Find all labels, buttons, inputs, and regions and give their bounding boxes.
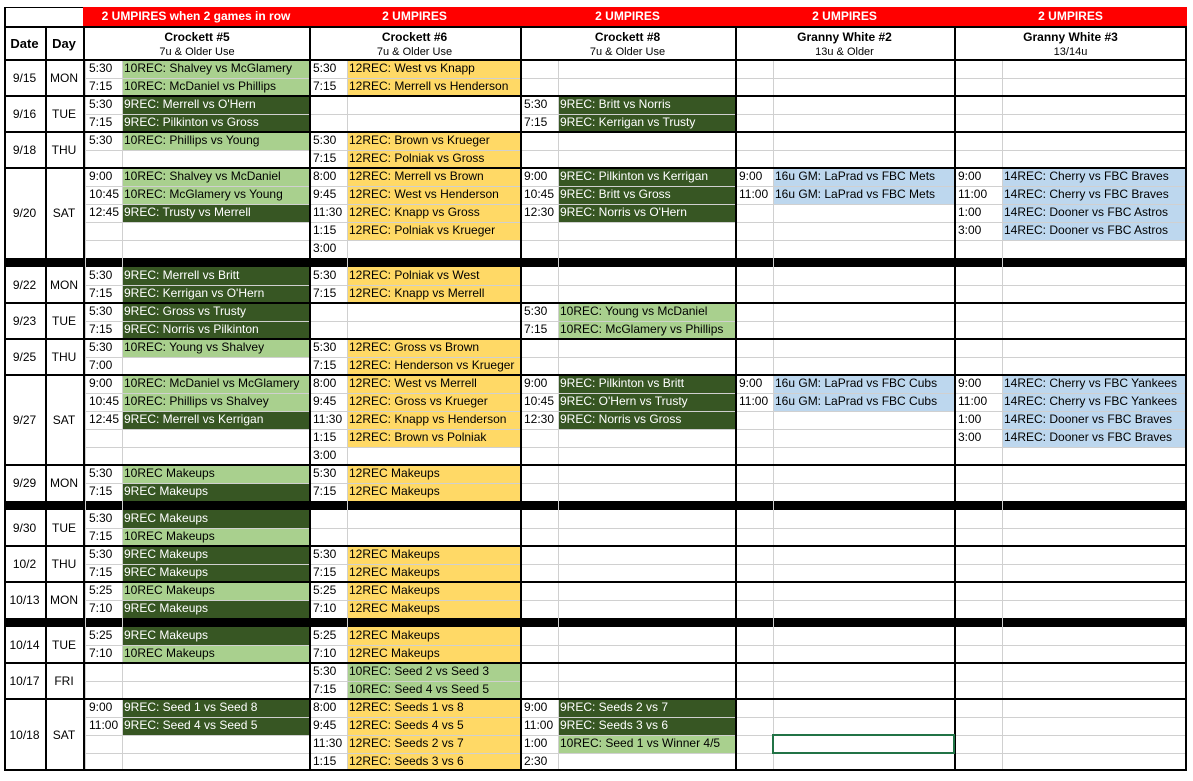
game-cell-crockett5[interactable]: 10REC Makeups — [122, 465, 309, 483]
field-name: Crockett #6 — [381, 30, 448, 44]
game-cell-crockett8[interactable]: 10REC: Seed 1 vs Winner 4/5 — [558, 735, 735, 753]
column-border — [83, 28, 85, 771]
time-cell-granny3[interactable]: 1:00 — [958, 412, 982, 426]
time-cell-crockett8[interactable]: 10:45 — [524, 394, 555, 408]
row-gridline — [85, 186, 1187, 187]
time-cell-crockett5[interactable]: 7:15 — [89, 484, 113, 498]
game-cell-crockett6[interactable]: 12REC: Knapp vs Henderson — [347, 411, 520, 429]
time-cell-crockett6[interactable]: 7:10 — [313, 646, 337, 660]
game-cell-crockett6[interactable]: 12REC: Merrell vs Henderson — [347, 78, 520, 96]
game-cell-crockett5[interactable]: 10REC: McDaniel vs Phillips — [122, 78, 309, 96]
time-cell-crockett8[interactable]: 1:00 — [524, 736, 548, 750]
game-cell-crockett6[interactable]: 12REC Makeups — [347, 546, 520, 564]
time-cell-granny2[interactable]: 11:00 — [739, 394, 769, 408]
time-cell-crockett6[interactable]: 5:30 — [313, 61, 337, 75]
time-cell-crockett6[interactable]: 9:45 — [313, 187, 337, 201]
game-cell-crockett6[interactable]: 12REC: West vs Henderson — [347, 186, 520, 204]
game-cell-crockett5[interactable]: 9REC Makeups — [122, 627, 309, 645]
game-cell-crockett5[interactable]: 9REC: Norris vs Pilkinton — [122, 321, 309, 339]
time-cell-crockett5[interactable]: 5:25 — [89, 628, 113, 642]
time-cell-crockett6[interactable]: 5:30 — [313, 268, 337, 282]
column-border — [4, 7, 6, 28]
row-gridline — [85, 285, 1187, 286]
date-cell[interactable]: 10/13 — [9, 593, 40, 607]
date-cell[interactable]: 9/27 — [12, 413, 37, 427]
time-cell-crockett6[interactable]: 5:25 — [313, 628, 337, 642]
day-cell[interactable]: SAT — [52, 206, 76, 220]
row-gridline — [85, 150, 1187, 151]
time-cell-crockett6[interactable]: 8:00 — [313, 376, 337, 390]
date-cell[interactable]: 9/29 — [12, 476, 37, 490]
date-cell[interactable]: 9/25 — [12, 350, 37, 364]
game-cell-crockett5[interactable]: 10REC Makeups — [122, 645, 309, 663]
time-cell-granny3[interactable]: 11:00 — [958, 187, 988, 201]
umpire-banner-crockett5[interactable]: 2 UMPIRES when 2 games in row — [83, 7, 309, 26]
time-cell-granny3[interactable]: 3:00 — [958, 430, 982, 444]
day-cell[interactable]: FRI — [54, 674, 74, 688]
day-cell[interactable]: SAT — [52, 413, 76, 427]
game-cell-crockett5[interactable]: 9REC: Gross vs Trusty — [122, 303, 309, 321]
time-cell-crockett6[interactable]: 7:15 — [313, 484, 337, 498]
field-name: Crockett #5 — [164, 30, 230, 44]
time-cell-crockett5[interactable]: 9:00 — [89, 169, 113, 183]
row-gridline — [85, 753, 1187, 754]
row-gridline — [85, 645, 1187, 646]
time-cell-crockett5[interactable]: 5:30 — [89, 304, 113, 318]
umpire-banner-crockett6[interactable]: 2 UMPIRES — [309, 7, 520, 26]
time-cell-crockett5[interactable]: 7:10 — [89, 601, 113, 615]
time-cell-crockett6[interactable]: 8:00 — [313, 169, 337, 183]
game-cell-crockett6[interactable]: 12REC: Brown vs Polniak — [347, 429, 520, 447]
time-cell-crockett8[interactable]: 7:15 — [524, 322, 548, 336]
group-border — [4, 374, 1187, 376]
time-cell-crockett5[interactable]: 7:10 — [89, 646, 113, 660]
time-cell-crockett5[interactable]: 5:30 — [89, 97, 113, 111]
game-cell-crockett6[interactable]: 12REC: Gross vs Brown — [347, 339, 520, 357]
field-header-crockett6[interactable] — [309, 28, 520, 60]
row-gridline — [85, 204, 1187, 205]
game-cell-crockett5[interactable]: 10REC Makeups — [122, 528, 309, 546]
game-cell-crockett6[interactable]: 12REC: Seeds 2 vs 7 — [347, 735, 520, 753]
field-age-note: 7u & Older Use — [376, 46, 453, 58]
game-cell-crockett6[interactable]: 12REC: Merrell vs Brown — [347, 168, 520, 186]
time-cell-granny2[interactable]: 9:00 — [739, 376, 763, 390]
time-cell-crockett5[interactable]: 5:25 — [89, 583, 113, 597]
game-cell-crockett8[interactable]: 10REC: McGlamery vs Phillips — [558, 321, 735, 339]
field-header-crockett8[interactable] — [520, 28, 735, 60]
time-cell-crockett5[interactable]: 5:30 — [89, 61, 113, 75]
time-cell-crockett8[interactable]: 12:30 — [524, 412, 555, 426]
game-cell-crockett5[interactable]: 10REC: Shalvey vs McDaniel — [122, 168, 309, 186]
time-cell-crockett8[interactable]: 11:00 — [524, 718, 554, 732]
time-cell-granny3[interactable]: 9:00 — [958, 169, 982, 183]
date-cell[interactable]: 9/22 — [12, 278, 37, 292]
game-cell-granny3[interactable]: 14REC: Dooner vs FBC Astros — [1002, 204, 1187, 222]
time-cell-crockett8[interactable]: 10:45 — [524, 187, 555, 201]
game-cell-crockett8[interactable]: 9REC: Norris vs Gross — [558, 411, 735, 429]
game-cell-crockett8[interactable]: 9REC: Seeds 2 vs 7 — [558, 699, 735, 717]
row-gridline — [85, 528, 1187, 529]
group-border — [4, 131, 1187, 133]
game-cell-granny3[interactable]: 14REC: Cherry vs FBC Yankees — [1002, 375, 1187, 393]
game-cell-crockett6[interactable]: 12REC: Henderson vs Krueger — [347, 357, 520, 375]
time-cell-crockett8[interactable]: 9:00 — [524, 376, 548, 390]
group-border — [4, 545, 1187, 547]
time-cell-crockett5[interactable]: 9:00 — [89, 376, 113, 390]
row-gridline — [85, 222, 1187, 223]
day-cell[interactable]: MON — [50, 476, 78, 490]
time-cell-crockett8[interactable]: 9:00 — [524, 700, 548, 714]
game-cell-crockett5[interactable]: 9REC: Merrell vs Britt — [122, 267, 309, 285]
time-cell-crockett6[interactable]: 7:15 — [313, 358, 337, 372]
game-cell-crockett5[interactable]: 10REC: Phillips vs Young — [122, 132, 309, 150]
row-gridline — [85, 600, 1187, 601]
column-border — [45, 28, 47, 771]
row-gridline — [85, 483, 1187, 484]
game-cell-crockett6[interactable]: 12REC: Polniak vs West — [347, 267, 520, 285]
game-cell-crockett8[interactable]: 10REC: Young vs McDaniel — [558, 303, 735, 321]
day-cell[interactable]: MON — [50, 593, 78, 607]
game-cell-crockett5[interactable]: 10REC: Phillips vs Shalvey — [122, 393, 309, 411]
time-cell-crockett6[interactable]: 7:15 — [313, 565, 337, 579]
game-cell-crockett5[interactable]: 9REC: Merrell vs O'Hern — [122, 96, 309, 114]
time-cell-crockett5[interactable]: 10:45 — [89, 394, 120, 408]
time-cell-crockett6[interactable]: 11:30 — [313, 736, 343, 750]
time-cell-crockett6[interactable]: 3:00 — [313, 241, 337, 255]
game-cell-crockett6[interactable]: 12REC Makeups — [347, 564, 520, 582]
time-cell-crockett5[interactable]: 11:00 — [89, 718, 119, 732]
date-cell[interactable]: 9/18 — [12, 143, 37, 157]
day-cell[interactable]: SAT — [52, 728, 76, 742]
row-gridline — [85, 735, 1187, 736]
game-cell-crockett6[interactable]: 10REC: Seed 2 vs Seed 3 — [347, 663, 520, 681]
time-cell-crockett8[interactable]: 12:30 — [524, 205, 555, 219]
game-cell-granny2[interactable]: 16u GM: LaPrad vs FBC Mets — [773, 186, 954, 204]
game-cell-crockett8[interactable]: 9REC: Norris vs O'Hern — [558, 204, 735, 222]
header-top-border — [4, 26, 1187, 28]
time-cell-crockett8[interactable]: 5:30 — [524, 304, 548, 318]
header-border — [4, 59, 1187, 61]
time-cell-crockett5[interactable]: 7:15 — [89, 286, 113, 300]
game-cell-crockett6[interactable]: 12REC Makeups — [347, 600, 520, 618]
game-cell-crockett5[interactable]: 9REC: Seed 1 vs Seed 8 — [122, 699, 309, 717]
row-gridline — [85, 429, 1187, 430]
game-cell-crockett5[interactable]: 9REC: Trusty vs Merrell — [122, 204, 309, 222]
time-cell-crockett6[interactable]: 1:15 — [313, 430, 337, 444]
group-border — [4, 464, 1187, 466]
header-top-border — [4, 7, 83, 8]
time-cell-crockett5[interactable]: 5:30 — [89, 547, 113, 561]
game-cell-crockett6[interactable]: 12REC: Knapp vs Merrell — [347, 285, 520, 303]
field-age-note: 13/14u — [1053, 46, 1088, 58]
game-cell-crockett5[interactable]: 9REC Makeups — [122, 510, 309, 528]
row-gridline — [85, 411, 1187, 412]
section-separator — [4, 258, 1187, 267]
group-border — [4, 662, 1187, 664]
game-cell-crockett8[interactable]: 9REC: Pilkinton vs Britt — [558, 375, 735, 393]
game-cell-crockett6[interactable]: 12REC Makeups — [347, 483, 520, 501]
group-border — [4, 167, 1187, 169]
day-column-header[interactable]: Day — [52, 36, 76, 51]
group-border — [4, 302, 1187, 304]
field-header-granny2[interactable] — [735, 28, 954, 60]
game-cell-crockett5[interactable]: 10REC: Shalvey vs McGlamery — [122, 60, 309, 78]
field-name: Granny White #3 — [1023, 30, 1118, 44]
time-cell-crockett6[interactable]: 7:15 — [313, 79, 337, 93]
day-cell[interactable]: THU — [51, 350, 77, 364]
field-header-crockett5[interactable] — [85, 28, 309, 60]
date-cell[interactable]: 10/17 — [9, 674, 40, 688]
umpire-banner-crockett8[interactable]: 2 UMPIRES — [520, 7, 735, 26]
date-cell[interactable]: 9/23 — [12, 314, 37, 328]
field-name: Crockett #8 — [594, 30, 661, 44]
game-cell-crockett5[interactable]: 9REC Makeups — [122, 600, 309, 618]
game-cell-granny3[interactable]: 14REC: Dooner vs FBC Astros — [1002, 222, 1187, 240]
time-cell-crockett6[interactable]: 5:25 — [313, 583, 337, 597]
row-gridline — [85, 564, 1187, 565]
game-cell-crockett8[interactable]: 9REC: O'Hern vs Trusty — [558, 393, 735, 411]
date-cell[interactable]: 10/2 — [12, 557, 37, 571]
time-cell-crockett6[interactable]: 9:45 — [313, 394, 337, 408]
time-cell-crockett5[interactable]: 7:15 — [89, 322, 113, 336]
game-cell-granny3[interactable]: 14REC: Cherry vs FBC Yankees — [1002, 393, 1187, 411]
selected-cell[interactable] — [772, 734, 955, 754]
time-cell-crockett5[interactable]: 9:00 — [89, 700, 113, 714]
row-gridline — [85, 447, 1187, 448]
time-cell-granny3[interactable]: 1:00 — [958, 205, 982, 219]
day-cell[interactable]: TUE — [52, 521, 76, 535]
column-border — [309, 28, 311, 771]
time-cell-crockett5[interactable]: 7:15 — [89, 79, 113, 93]
time-cell-crockett5[interactable]: 5:30 — [89, 268, 113, 282]
time-cell-granny2[interactable]: 11:00 — [739, 187, 769, 201]
game-cell-crockett5[interactable]: 10REC: Young vs Shalvey — [122, 339, 309, 357]
time-cell-crockett6[interactable]: 5:30 — [313, 466, 337, 480]
time-cell-crockett6[interactable]: 1:15 — [313, 754, 337, 768]
day-cell[interactable]: TUE — [52, 107, 76, 121]
game-cell-crockett8[interactable]: 9REC: Britt vs Gross — [558, 186, 735, 204]
time-cell-crockett6[interactable]: 7:15 — [313, 151, 337, 165]
game-cell-crockett6[interactable]: 12REC: Seeds 3 vs 6 — [347, 753, 520, 771]
group-border — [4, 581, 1187, 583]
field-age-note: 7u & Older Use — [159, 46, 235, 58]
game-cell-crockett5[interactable]: 9REC: Merrell vs Kerrigan — [122, 411, 309, 429]
time-cell-crockett6[interactable]: 1:15 — [313, 223, 337, 237]
game-cell-granny3[interactable]: 14REC: Cherry vs FBC Braves — [1002, 186, 1187, 204]
time-cell-granny3[interactable]: 11:00 — [958, 394, 988, 408]
time-cell-crockett6[interactable]: 5:30 — [313, 340, 337, 354]
group-border — [4, 698, 1187, 700]
time-cell-crockett6[interactable]: 11:30 — [313, 205, 343, 219]
time-cell-crockett6[interactable]: 9:45 — [313, 718, 337, 732]
game-cell-crockett5[interactable]: 9REC: Kerrigan vs O'Hern — [122, 285, 309, 303]
time-cell-crockett5[interactable]: 10:45 — [89, 187, 120, 201]
date-cell[interactable]: 9/20 — [12, 206, 37, 220]
row-gridline — [85, 681, 1187, 682]
game-cell-crockett5[interactable]: 10REC: McDaniel vs McGlamery — [122, 375, 309, 393]
time-cell-crockett5[interactable]: 12:45 — [89, 205, 120, 219]
game-cell-crockett5[interactable]: 9REC: Pilkinton vs Gross — [122, 114, 309, 132]
section-separator — [4, 501, 1187, 510]
time-cell-crockett5[interactable]: 7:15 — [89, 565, 113, 579]
time-cell-crockett6[interactable]: 3:00 — [313, 448, 337, 462]
game-cell-crockett6[interactable]: 12REC: Seeds 1 vs 8 — [347, 699, 520, 717]
game-cell-crockett5[interactable]: 9REC Makeups — [122, 564, 309, 582]
column-border — [4, 28, 6, 771]
date-cell[interactable]: 9/15 — [12, 71, 37, 85]
time-cell-granny2[interactable]: 9:00 — [739, 169, 763, 183]
game-cell-crockett6[interactable]: 12REC: Polniak vs Gross — [347, 150, 520, 168]
game-cell-crockett6[interactable]: 12REC: Polniak vs Krueger — [347, 222, 520, 240]
game-cell-crockett5[interactable]: 9REC Makeups — [122, 546, 309, 564]
date-cell[interactable]: 9/30 — [12, 521, 37, 535]
time-cell-crockett6[interactable]: 7:15 — [313, 286, 337, 300]
game-cell-crockett6[interactable]: 12REC: West vs Merrell — [347, 375, 520, 393]
time-cell-crockett5[interactable]: 7:15 — [89, 529, 113, 543]
game-cell-crockett8[interactable]: 9REC: Britt vs Norris — [558, 96, 735, 114]
field-age-note: 7u & Older Use — [589, 46, 666, 58]
group-border — [4, 95, 1187, 97]
time-cell-granny3[interactable]: 9:00 — [958, 376, 982, 390]
time-cell-crockett5[interactable]: 5:30 — [89, 466, 113, 480]
column-border — [735, 28, 737, 771]
game-cell-granny2[interactable]: 16u GM: LaPrad vs FBC Mets — [773, 168, 954, 186]
umpire-banner-granny3[interactable]: 2 UMPIRES — [954, 7, 1187, 26]
row-gridline — [85, 717, 1187, 718]
row-gridline — [85, 393, 1187, 394]
date-cell[interactable]: 9/16 — [12, 107, 37, 121]
game-cell-crockett8[interactable]: 9REC: Kerrigan vs Trusty — [558, 114, 735, 132]
game-cell-crockett6[interactable]: 12REC Makeups — [347, 645, 520, 663]
game-cell-crockett5[interactable]: 9REC Makeups — [122, 483, 309, 501]
time-cell-crockett6[interactable]: 8:00 — [313, 700, 337, 714]
row-gridline — [85, 78, 1187, 79]
date-cell[interactable]: 10/14 — [9, 638, 40, 652]
time-cell-crockett6[interactable]: 7:10 — [313, 601, 337, 615]
date-column-header[interactable]: Date — [10, 36, 39, 51]
time-cell-crockett6[interactable]: 5:30 — [313, 133, 337, 147]
column-border — [520, 28, 522, 771]
field-name: Granny White #2 — [797, 30, 892, 44]
column-border — [1185, 28, 1187, 771]
game-cell-crockett6[interactable]: 12REC Makeups — [347, 582, 520, 600]
time-cell-crockett8[interactable]: 2:30 — [524, 754, 548, 768]
game-cell-granny3[interactable]: 14REC: Dooner vs FBC Braves — [1002, 411, 1187, 429]
time-cell-crockett5[interactable]: 5:30 — [89, 511, 113, 525]
time-cell-crockett5[interactable]: 7:15 — [89, 115, 113, 129]
game-cell-crockett5[interactable]: 10REC: McGlamery vs Young — [122, 186, 309, 204]
time-cell-crockett5[interactable]: 5:30 — [89, 340, 113, 354]
time-cell-granny3[interactable]: 3:00 — [958, 223, 982, 237]
game-cell-crockett6[interactable]: 12REC Makeups — [347, 627, 520, 645]
game-cell-crockett6[interactable]: 12REC Makeups — [347, 465, 520, 483]
umpire-banner-granny2[interactable]: 2 UMPIRES — [735, 7, 954, 26]
row-gridline — [85, 240, 1187, 241]
date-cell[interactable]: 10/18 — [9, 728, 40, 742]
day-cell[interactable]: MON — [50, 71, 78, 85]
time-cell-crockett8[interactable]: 7:15 — [524, 115, 548, 129]
row-gridline — [85, 114, 1187, 115]
time-cell-crockett6[interactable]: 11:30 — [313, 412, 343, 426]
day-cell[interactable]: TUE — [52, 314, 76, 328]
time-cell-crockett6[interactable]: 5:30 — [313, 547, 337, 561]
time-cell-crockett6[interactable]: 5:30 — [313, 664, 337, 678]
game-cell-crockett8[interactable]: 9REC: Pilkinton vs Kerrigan — [558, 168, 735, 186]
time-cell-crockett5[interactable]: 7:00 — [89, 358, 113, 372]
column-border — [954, 28, 956, 771]
game-cell-granny3[interactable]: 14REC: Cherry vs FBC Braves — [1002, 168, 1187, 186]
group-border — [4, 338, 1187, 340]
game-cell-granny3[interactable]: 14REC: Dooner vs FBC Braves — [1002, 429, 1187, 447]
field-header-granny3[interactable] — [954, 28, 1187, 60]
game-cell-granny2[interactable]: 16u GM: LaPrad vs FBC Cubs — [773, 393, 954, 411]
section-separator — [4, 618, 1187, 627]
time-cell-crockett8[interactable]: 5:30 — [524, 97, 548, 111]
game-cell-granny2[interactable]: 16u GM: LaPrad vs FBC Cubs — [773, 375, 954, 393]
day-cell[interactable]: THU — [51, 143, 77, 157]
day-cell[interactable]: THU — [51, 557, 77, 571]
game-cell-crockett6[interactable]: 10REC: Seed 4 vs Seed 5 — [347, 681, 520, 699]
game-cell-crockett6[interactable]: 12REC: Gross vs Krueger — [347, 393, 520, 411]
time-cell-crockett5[interactable]: 5:30 — [89, 133, 113, 147]
day-cell[interactable]: MON — [50, 278, 78, 292]
game-cell-crockett5[interactable]: 9REC: Seed 4 vs Seed 5 — [122, 717, 309, 735]
row-gridline — [85, 357, 1187, 358]
game-cell-crockett6[interactable]: 12REC: Knapp vs Gross — [347, 204, 520, 222]
game-cell-crockett6[interactable]: 12REC: West vs Knapp — [347, 60, 520, 78]
game-cell-crockett8[interactable]: 9REC: Seeds 3 vs 6 — [558, 717, 735, 735]
time-cell-crockett8[interactable]: 9:00 — [524, 169, 548, 183]
game-cell-crockett6[interactable]: 12REC: Brown vs Krueger — [347, 132, 520, 150]
game-cell-crockett6[interactable]: 12REC: Seeds 4 vs 5 — [347, 717, 520, 735]
time-cell-crockett6[interactable]: 7:15 — [313, 682, 337, 696]
game-cell-crockett5[interactable]: 10REC Makeups — [122, 582, 309, 600]
day-cell[interactable]: TUE — [52, 638, 76, 652]
row-gridline — [85, 321, 1187, 322]
table-bottom-border — [4, 769, 1187, 771]
time-cell-crockett5[interactable]: 12:45 — [89, 412, 120, 426]
field-age-note: 13u & Older — [815, 46, 874, 58]
